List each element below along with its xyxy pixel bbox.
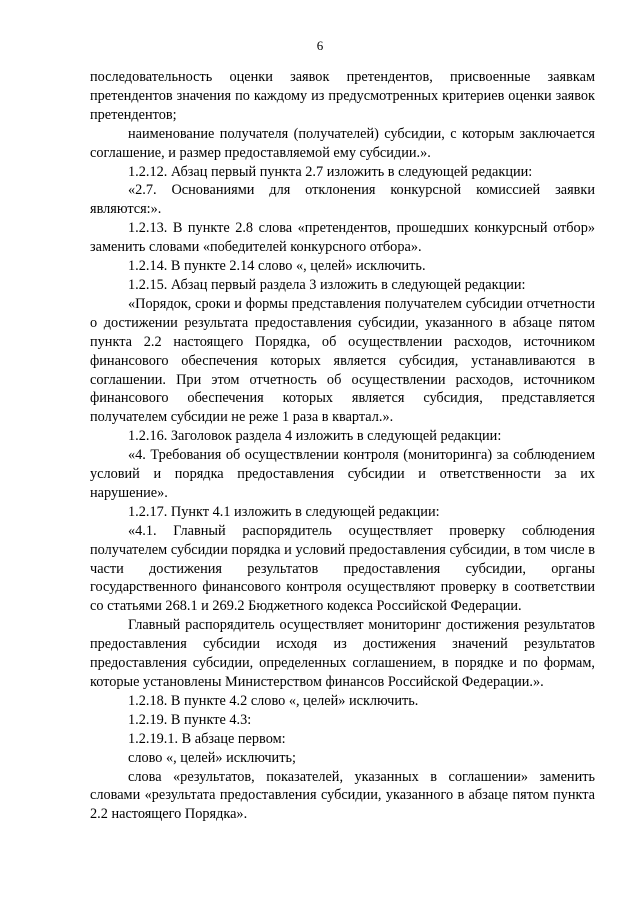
paragraph: 1.2.15. Абзац первый раздела 3 изложить в следующей редакции: — [128, 276, 526, 293]
paragraph: «4.1. Главный распорядитель осуществляет проверку соблюдения получателем субсидии порядка и условий предоставления субсидии, в том числе в части достижения результатов предоставления субсидии, органы государственного финансового контроля осуществляют проверку в соответствии со статьями 268.1 и 269.2 Бюджетного кодекса Российской Федерации. — [90, 522, 595, 615]
paragraph: 1.2.17. Пункт 4.1 изложить в следующей редакции: — [128, 503, 440, 520]
paragraph: «Порядок, сроки и формы представления получателем субсидии отчетности о достижении результата предоставления субсидии, указанного в абзаце пятом пункта 2.2 настоящего Порядка, об осуществлении расходов, источником финансового обеспечения которых является субсидия, устанавливаются в соглашении. При этом отчетность об осуществлении расходов, источником финансового обеспечения которых является субсидия, представляется получателем субсидии не реже 1 раза в квартал.». — [90, 295, 595, 426]
paragraph: «4. Требования об осуществлении контроля (мониторинга) за соблюдением условий и порядка предоставления субсидии и ответственности за их нарушение». — [90, 447, 595, 501]
paragraph: 1.2.18. В пункте 4.2 слово «, целей» исключить. — [128, 692, 419, 709]
paragraph: 1.2.12. Абзац первый пункта 2.7 изложить в следующей редакции: — [128, 163, 533, 180]
paragraph: 1.2.16. Заголовок раздела 4 изложить в следующей редакции: — [128, 428, 502, 445]
paragraph: 1.2.19. В пункте 4.3: — [128, 711, 252, 728]
paragraph: наименование получателя (получателей) субсидии, с которым заключается соглашение, и размер предоставляемой ему субсидии.». — [90, 125, 595, 161]
paragraph: «2.7. Основаниями для отклонения конкурсной комиссией заявки являются:». — [90, 182, 595, 218]
page-number: 6 — [316, 38, 324, 53]
paragraph: слово «, целей» исключить; — [128, 749, 296, 766]
paragraph: Главный распорядитель осуществляет мониторинг достижения результатов предоставления субсидии исходя из достижения значений результатов предоставления субсидии, определенных соглашением, в порядке и по формам, которые установлены Министерством финансов Российской Федерации.». — [90, 617, 595, 690]
paragraph: 1.2.13. В пункте 2.8 слова «претендентов, прошедших конкурсный отбор» заменить словами «победителей конкурсного отбора». — [90, 220, 595, 256]
document-body — [90, 68, 595, 824]
paragraph: 1.2.14. В пункте 2.14 слово «, целей» исключить. — [128, 258, 426, 275]
paragraph: последовательность оценки заявок претендентов, присвоенные заявкам претендентов значения по каждому из предусмотренных критериев оценки заявок претендентов; — [90, 69, 595, 123]
paragraph: слова «результатов, показателей, указанных в соглашении» заменить словами «результата предоставления субсидии, указанного в абзаце пятом пункта 2.2 настоящего Порядка». — [90, 768, 595, 823]
paragraph: 1.2.19.1. В абзаце первом: — [128, 730, 286, 747]
